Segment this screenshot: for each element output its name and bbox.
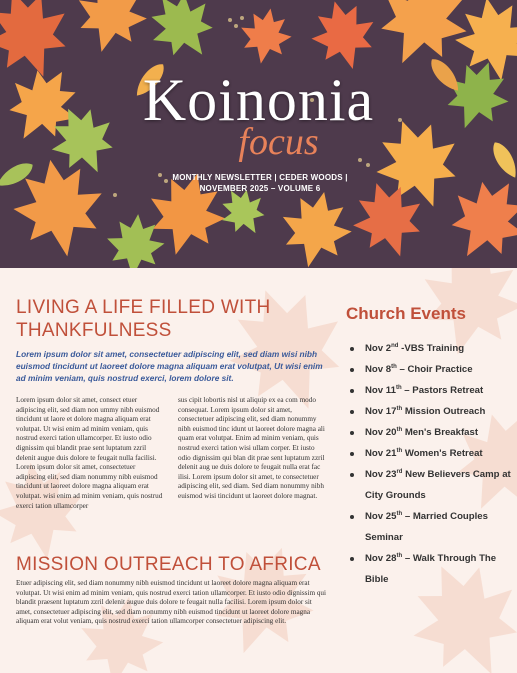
event-month: Nov (365, 448, 384, 459)
event-month: Nov (365, 511, 384, 522)
event-day-suffix: nd (391, 342, 399, 349)
event-day-suffix: th (395, 384, 402, 391)
event-item (346, 422, 511, 443)
article-column-1: Lorem ipsum dolor sit amet, consect etuer adipiscing elit, sed diam non ummy nibh euismod tincidunt ut laore et dolore magna aliquam erat volutpat. Ut wisi enim ad minim veniam, quis nostrud exerci tation ullamcorper. Et iusto odio dignissim qui blandit prae sent luptatum zzril delenit augue duis dolore te feugait nulla facilisi. Lorem ipsum dolor sit amet, consectetuer adipiscing elit, sed diam nonummy nibh euismod tincidunt ut laoreet dolore magna aliquam erat volutpat. wisi enim ad minim veniam, quis nostrud exerci tation ullamcorper (16, 396, 163, 510)
event-month: Nov (365, 553, 384, 564)
article-column-2: sus cipit lobortis nisl ut aliquip ex ea com modo consequat. Lorem ipsum dolor sit amet, consectetuer adipiscing elit, sed diam nonummy nibh euismod tinc idunt ut laoreet dolore magna ali quam erat volutpat. Enim ad minim veniam, quis nostrud exerci tation wisi ullam corper. Et iusto odio dignissim qui blan dit prae sent luptatum zzril delenit aug ue duis dolore te feugait nulla erat fac ilisi. Lorem ipsum dolor sit amet, te consectetuer adipiscing elit, sed diam. Sed diam nonummy nibh euismod wisi tincidunt ut laoreet dolore magnat. (178, 396, 325, 500)
event-item (346, 548, 511, 590)
article-heading: LIVING A LIFE FILLED WITH THANKFULNESS (16, 297, 271, 341)
event-item (346, 401, 511, 422)
event-title: – Married Couples Seminar (365, 511, 488, 543)
event-title: Men's Breakfast (404, 427, 479, 438)
masthead-meta (150, 172, 370, 194)
masthead-meta-line2: NOVEMBER 2025 – VOLUME 6 (199, 184, 321, 193)
event-day-suffix: th (391, 363, 397, 370)
event-day: 11 (385, 385, 396, 396)
event-title: New Believers Camp at City Grounds (365, 469, 511, 501)
event-month: Nov (365, 343, 384, 354)
events-list (346, 338, 511, 590)
event-month: Nov (365, 469, 384, 480)
masthead-meta-line1: MONTHLY NEWSLETTER | CEDER WOODS | (172, 173, 348, 182)
event-day-suffix: th (396, 510, 403, 517)
event-item (346, 443, 511, 464)
event-item (346, 338, 511, 359)
event-item (346, 380, 511, 401)
event-title: – Pastors Retreat (404, 385, 484, 396)
event-day: 28 (385, 553, 397, 564)
event-title: Women's Retreat (404, 448, 483, 459)
mission-heading: MISSION OUTREACH TO AFRICA (16, 554, 321, 575)
article-lead: Lorem ipsum dolor sit amet, consectetuer adipiscing elit, sed diam wisi nibh euismod tincidunt ut laoreet dolore magna aliquam erat volutpat, Ut wisi enim ad minim veniam, quis nostrud exerci, lorem dolore sit. (16, 349, 323, 383)
event-title: – Choir Practice (399, 364, 473, 375)
event-day: 21 (385, 448, 397, 459)
event-day-suffix: th (396, 426, 403, 433)
bullet-icon (350, 389, 354, 393)
event-day-suffix: rd (396, 468, 403, 475)
event-month: Nov (365, 427, 384, 438)
event-month: Nov (365, 406, 384, 417)
event-day: 20 (385, 427, 397, 438)
bullet-icon (350, 410, 354, 414)
event-day: 8 (385, 364, 392, 375)
masthead-title: Koinonia (142, 67, 375, 133)
article-columns (16, 396, 330, 511)
event-day: 25 (385, 511, 397, 522)
events-heading: Church Events (346, 304, 466, 323)
event-item (346, 359, 511, 380)
event-day-suffix: th (396, 405, 403, 412)
event-item (346, 506, 511, 548)
event-title: – Walk Through The Bible (365, 553, 497, 585)
masthead-banner (0, 0, 517, 268)
bullet-icon (350, 557, 354, 561)
event-title: -VBS Training (401, 343, 465, 354)
events-section (346, 304, 511, 590)
event-day-suffix: th (396, 552, 403, 559)
bullet-icon (350, 473, 354, 477)
event-day: 17 (385, 406, 397, 417)
bullet-icon (350, 431, 354, 435)
event-title: Mission Outreach (404, 406, 486, 417)
bullet-icon (350, 347, 354, 351)
mission-body: Etuer adipiscing elit, sed diam nonummy nibh euismod tincidunt ut laoreet dolore magna aliquam erat volutpat. Ut wisi enim ad minim veniam, quis nostrud exerci tation ullamcorper. Et iusto odio dignissim qui blandit praesent luptatum zzril delenit augue duis dolore te feugait nulla facilisi. Lorem ipsum dolor sit amet, consectetuer adipiscing elit, sed diam nonummy nibh euismod tincidunt ut laoreet dolore magna aliquam erat volut veniam, quis nostrud exerci tation ullamcorper consectetuer adipiscing elit. (16, 579, 327, 626)
event-month: Nov (365, 385, 384, 396)
masthead-subtitle: focus (238, 121, 319, 163)
bullet-icon (350, 515, 354, 519)
event-day-suffix: th (396, 447, 403, 454)
article-section (16, 296, 330, 511)
event-day: 23 (385, 469, 397, 480)
event-day: 2 (385, 343, 392, 354)
event-item (346, 464, 511, 506)
event-month: Nov (365, 364, 384, 375)
bullet-icon (350, 452, 354, 456)
bullet-icon (350, 368, 354, 372)
